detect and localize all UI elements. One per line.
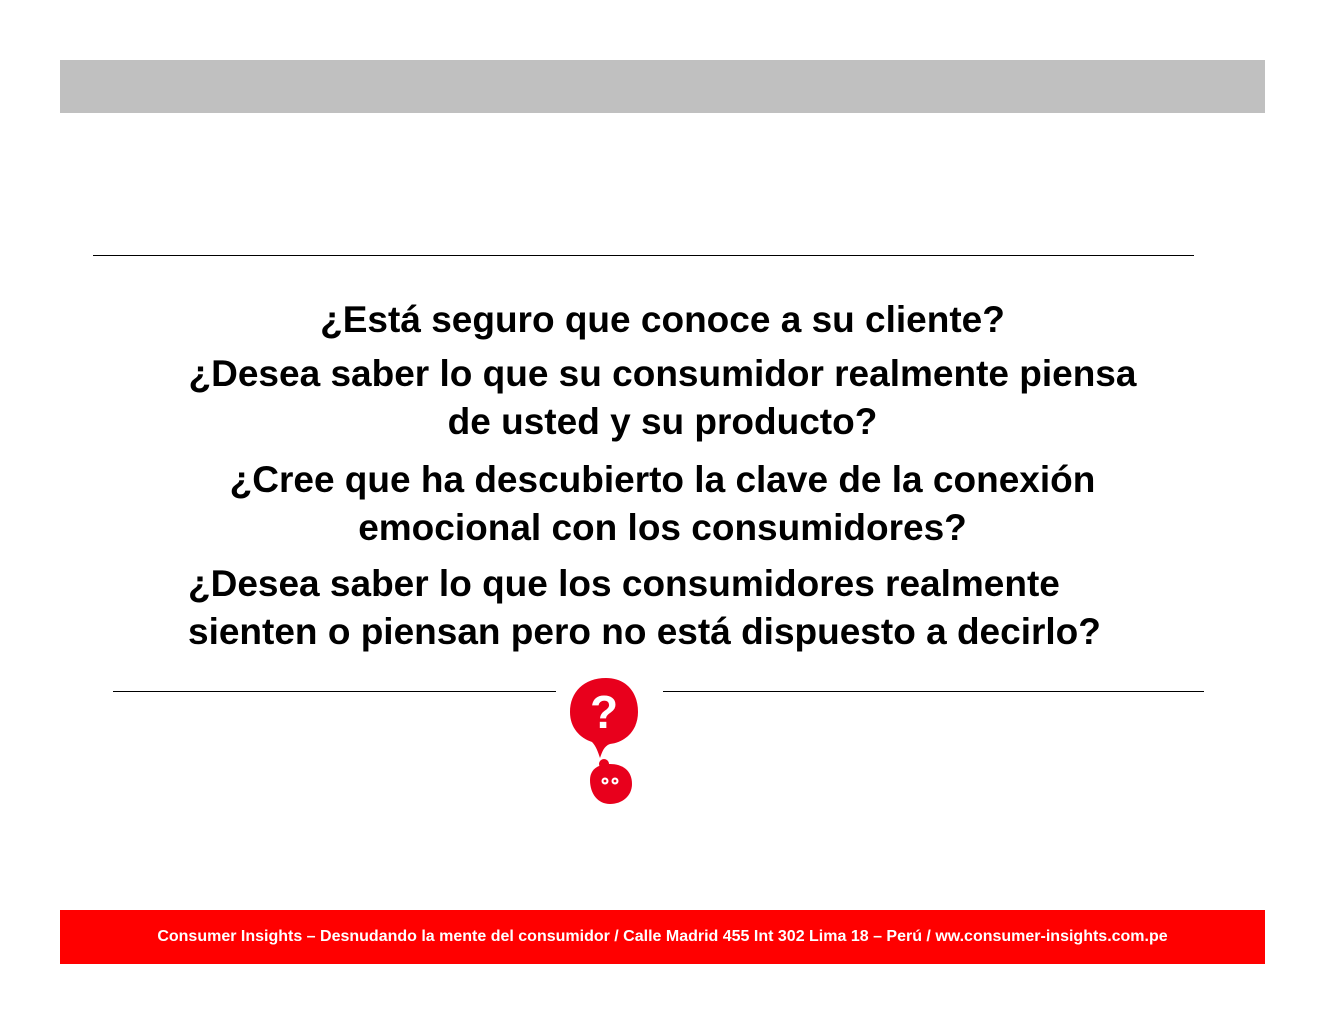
bottom-divider-left xyxy=(113,691,556,692)
question-unspoken-feelings xyxy=(188,560,1101,656)
question-consumer-thinks-line2: de usted y su producto? xyxy=(447,401,878,442)
footer-bar xyxy=(60,910,1265,964)
question-consumer-thinks xyxy=(0,350,1325,446)
question-know-client-text: ¿Está seguro que conoce a su cliente? xyxy=(320,299,1005,340)
question-mark-mascot-icon xyxy=(560,672,660,812)
question-unspoken-feelings-line2: sienten o piensan pero no está dispuesto a decirlo? xyxy=(188,611,1101,652)
question-emotional-connection-line1: ¿Cree que ha descubierto la clave de la conexión xyxy=(229,459,1096,500)
footer-contact-text: Consumer Insights – Desnudando la mente del consumidor / Calle Madrid 455 Int 302 Lima 18 – Perú / ww.consumer-insights.com.pe xyxy=(157,928,1168,945)
question-emotional-connection-line2: emocional con los consumidores? xyxy=(358,507,967,548)
question-unspoken-feelings-line1: ¿Desea saber lo que los consumidores realmente xyxy=(188,563,1060,604)
header-bar xyxy=(60,60,1265,113)
question-consumer-thinks-line1: ¿Desea saber lo que su consumidor realmente piensa xyxy=(188,353,1137,394)
top-divider xyxy=(93,255,1194,256)
bottom-divider-right xyxy=(663,691,1204,692)
question-emotional-connection xyxy=(0,456,1325,552)
svg-text:?: ? xyxy=(589,686,619,738)
question-know-client xyxy=(0,296,1325,344)
